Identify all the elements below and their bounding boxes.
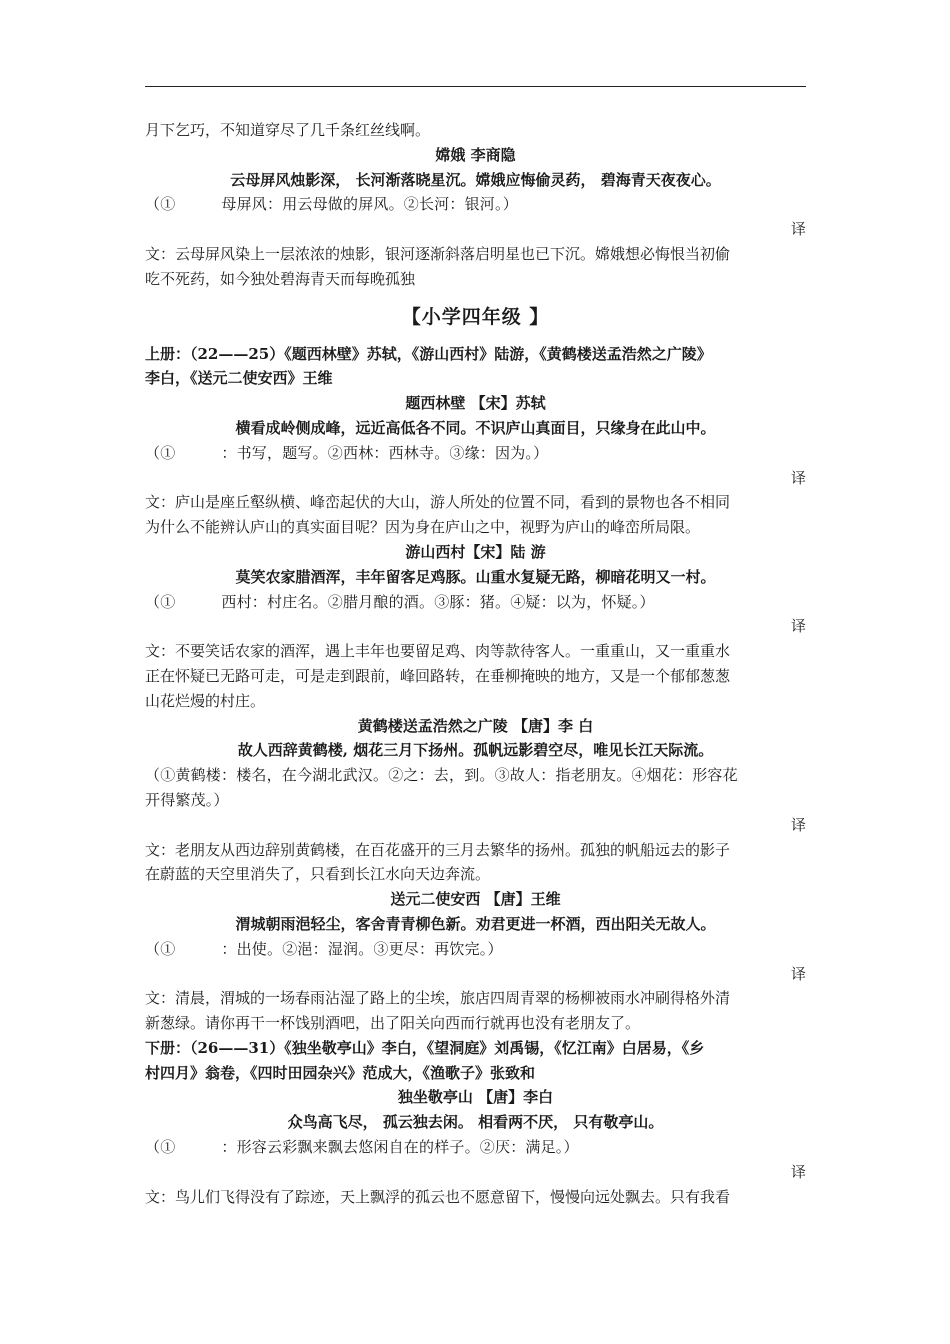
poem-text-anxi: 渭城朝雨浥轻尘，客舍青青柳色新。劝君更进一杯酒，西出阳关无故人。: [235, 914, 716, 933]
annotation-text: 母屏风：用云母做的屏风。②长河：银河。）: [221, 195, 518, 214]
annotation-text: 西村：村庄名。②腊月酿的酒。③豚：猪。④疑：以为，怀疑。）: [221, 592, 655, 611]
annotation-jingting: [145, 1135, 806, 1160]
annotation-marker: （①: [145, 939, 176, 958]
translation-text: 吃不死药，如今独处碧海青天而每晚孤独: [145, 269, 416, 288]
translation-marker: 译: [790, 617, 806, 636]
translation-marker: 译: [790, 1162, 806, 1181]
translation-marker: 译: [790, 964, 806, 983]
translation-text: 新葱绿。请你再干一杯饯别酒吧，出了阳关向西而行就再也没有老朋友了。: [145, 1014, 641, 1033]
poem-text-jingting: 众鸟高飞尽， 孤云独去闲。 相看两不厌， 只有敬亭山。: [287, 1113, 664, 1132]
annotation-marker: （①: [145, 1138, 176, 1157]
translation-text: 正在怀疑已无路可走，可是走到跟前，峰回路转，在垂柳掩映的地方，又是一个郁郁葱葱: [145, 666, 731, 685]
translation-text: 山花烂熳的村庄。: [145, 691, 266, 710]
poem-text-xilin: 横看成岭侧成峰，远近高低各不同。不识庐山真面目，只缘身在此山中。: [235, 418, 716, 437]
volume-list: 村四月》翁卷，《四时田园杂兴》范成大，《渔歌子》张致和: [145, 1063, 536, 1082]
annotation-text: ：形容云彩飘来飘去悠闲自在的样子。②厌：满足。）: [221, 1138, 579, 1157]
translation-marker: 译: [790, 468, 806, 487]
translation-text: 文：清晨，渭城的一场春雨沾湿了路上的尘埃，旅店四周青翠的杨柳被雨水冲刷得格外清: [145, 989, 731, 1008]
poem-title-jingting: 独坐敬亭山 【唐】李白: [397, 1088, 554, 1107]
poem-title-xilin: 题西林壁 【宋】苏轼: [405, 394, 546, 413]
annotation-huanghelou: 开得繁茂。）: [145, 790, 229, 809]
annotation-text: ：出使。②浥：湿润。③更尽：再饮完。）: [221, 939, 503, 958]
translation-marker: 译: [790, 815, 806, 834]
header-rule: [145, 86, 806, 87]
poem-text-huanghelou: 故人西辞黄鹤楼, 烟花三月下扬州。孤帆远影碧空尽，唯见长江天际流。: [237, 741, 714, 760]
translation-text: 为什么不能辨认庐山的真实面目呢？因为身在庐山之中，视野为庐山的峰峦所局限。: [145, 518, 701, 537]
volume-list: 李白，《送元二使安西》王维: [145, 369, 333, 388]
annotation-change: [145, 192, 806, 217]
poem-title-huanghelou: 黄鹤楼送孟浩然之广陵 【唐】李 白: [357, 716, 594, 735]
volume-list: 上册：（22——25）《题西林壁》苏轼，《游山西村》陆游，《黄鹤楼送孟浩然之广陵》: [145, 344, 712, 363]
grade-heading: 【小学四年级 】: [401, 305, 550, 328]
annotation-anxi: [145, 937, 806, 962]
text-line: 月下乞巧，不知道穿尽了几千条红丝线啊。: [145, 121, 431, 139]
translation-text: 文：不要笑话农家的酒浑，遇上丰年也要留足鸡、肉等款待客人。一重重山，又一重重水: [145, 642, 731, 661]
annotation-shancun: [145, 590, 806, 615]
annotation-marker: （①: [145, 195, 176, 214]
translation-marker: 译: [790, 220, 806, 239]
poem-text-change: 云母屏风烛影深， 长河渐落晓星沉。嫦娥应悔偷灵药， 碧海青天夜夜心。: [230, 170, 721, 189]
poem-title-shancun: 游山西村【宋】陆 游: [405, 542, 546, 561]
annotation-xilin: [145, 441, 806, 466]
translation-text: 文：庐山是座丘壑纵横、峰峦起伏的大山，游人所处的位置不同，看到的景物也各不相同: [145, 493, 731, 512]
poem-title-change: 嫦娥 李商隐: [435, 145, 516, 164]
volume-list: 下册：（26——31）《独坐敬亭山》李白，《望洞庭》刘禹锡，《忆江南》白居易，《乡: [145, 1038, 705, 1057]
poem-text-shancun: 莫笑农家腊酒浑，丰年留客足鸡豚。山重水复疑无路，柳暗花明又一村。: [235, 567, 716, 586]
translation-text: 文：云母屏风染上一层浓浓的烛影，银河逐渐斜落启明星也已下沉。嫦娥想必悔恨当初偷: [145, 244, 731, 263]
translation-text: 文：老朋友从西边辞别黄鹤楼，在百花盛开的三月去繁华的扬州。孤独的帆船远去的影子: [145, 840, 731, 859]
translation-text: 在蔚蓝的天空里消失了，只看到长江水向天边奔流。: [145, 865, 491, 884]
annotation-marker: （①: [145, 592, 176, 611]
poem-title-anxi: 送元二使安西 【唐】王维: [390, 890, 561, 909]
document-body: [145, 118, 806, 1209]
annotation-huanghelou: （①黄鹤楼：楼名，在今湖北武汉。②之：去，到。③故人：指老朋友。④烟花：形容花: [145, 766, 738, 785]
annotation-text: ：书写，题写。②西林：西林寺。③缘：因为。）: [221, 443, 549, 462]
annotation-marker: （①: [145, 443, 176, 462]
translation-text: 文：鸟儿们飞得没有了踪迹，天上飘浮的孤云也不愿意留下，慢慢向远处飘去。只有我看: [145, 1187, 731, 1206]
